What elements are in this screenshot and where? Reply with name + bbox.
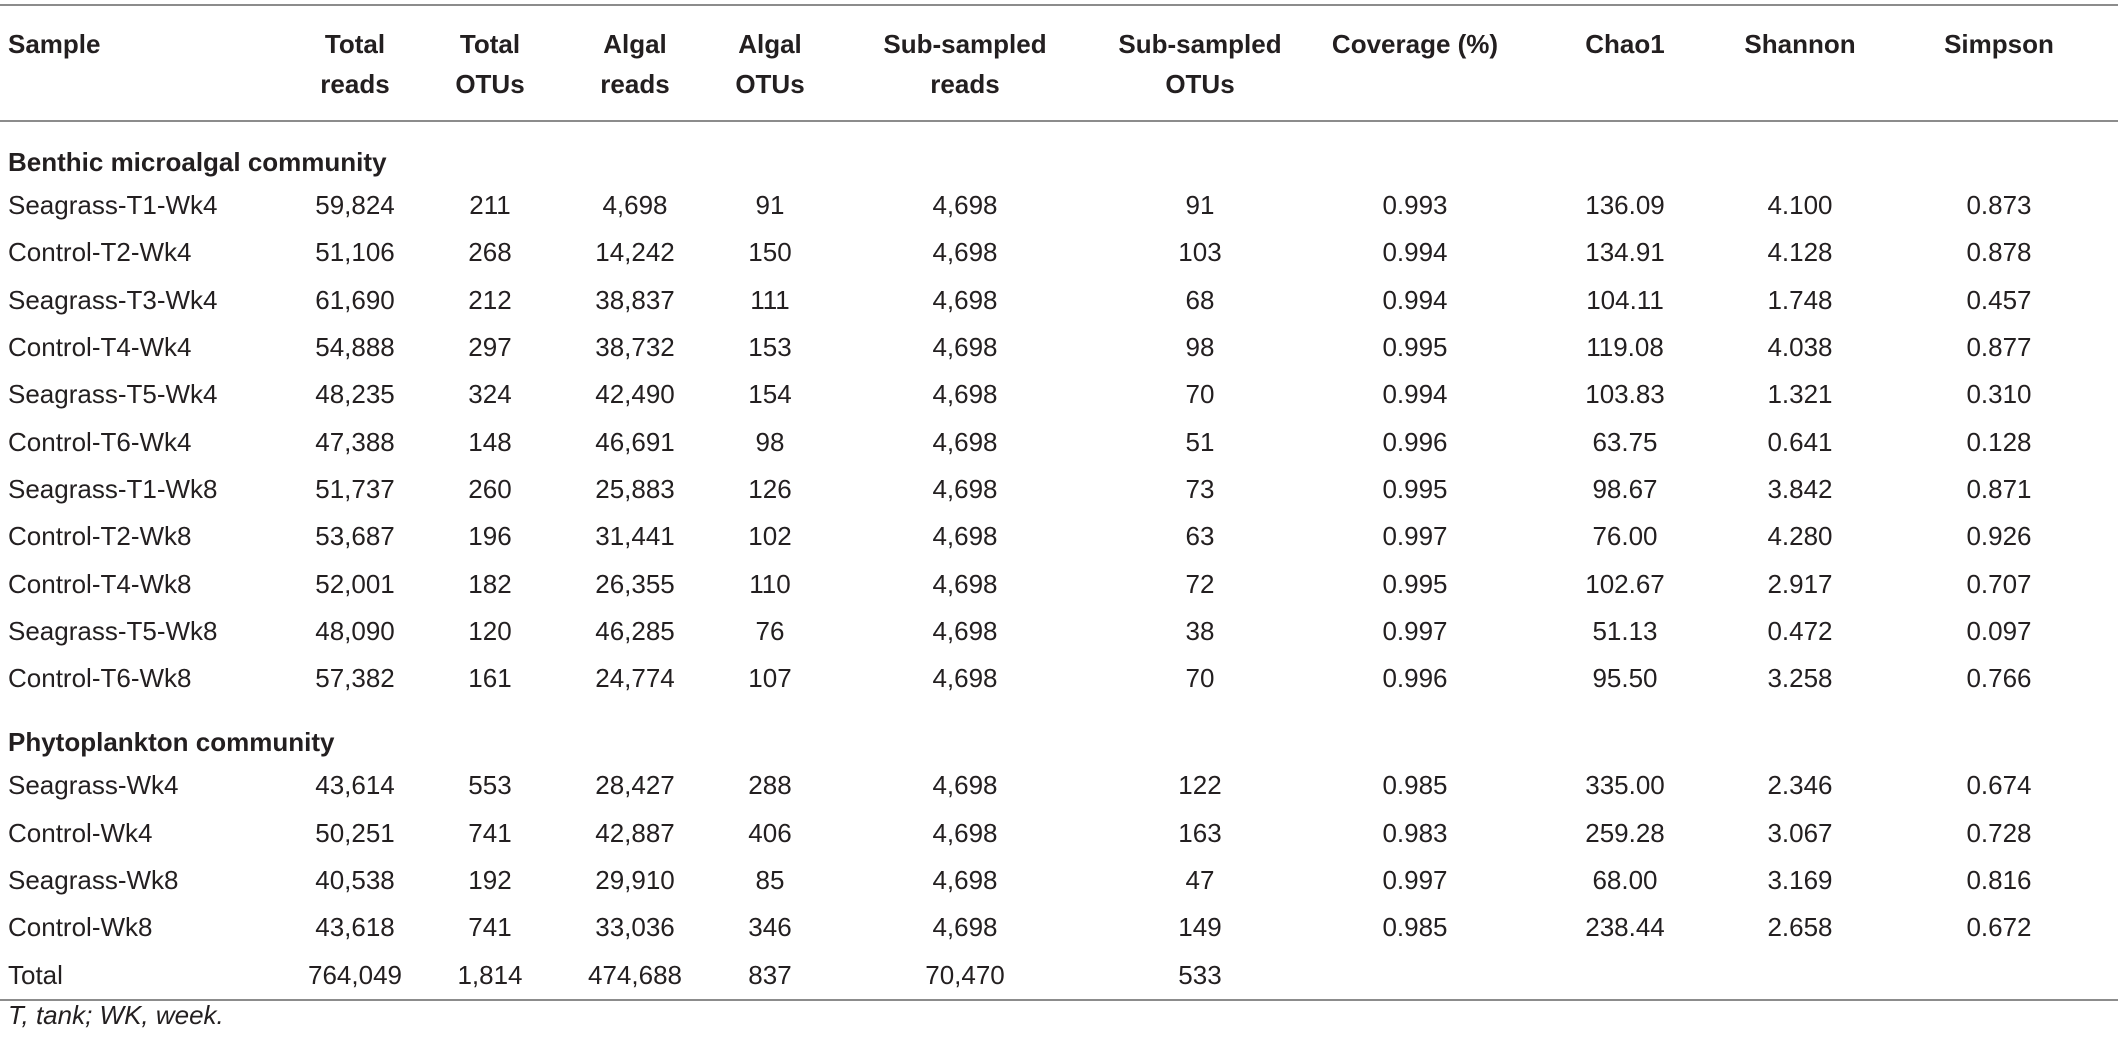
value-cell: 98.67 (1592, 473, 1658, 504)
otu-summary-table-container (0, 4, 2118, 1001)
value-cell: 29,910 (595, 865, 675, 895)
total-value-cell: 70,470 (925, 959, 1005, 990)
value-cell: 136.09 (1585, 190, 1665, 221)
table-row (0, 810, 2118, 857)
value-cell: 0.097 (1966, 615, 2032, 646)
value-cell: 260 (468, 473, 512, 504)
value-cell: 0.985 (1382, 912, 1448, 943)
value-cell: 4.280 (1767, 521, 1833, 552)
value-cell: 51,106 (315, 237, 395, 268)
value-cell: 268 (468, 237, 512, 268)
total-value-cell: 533 (1178, 959, 1222, 990)
value-cell: 0.878 (1966, 237, 2032, 268)
value-cell: 4,698 (932, 663, 998, 694)
value-cell: 4,698 (932, 284, 998, 315)
table-header-row (0, 5, 2118, 121)
value-cell: 63 (1185, 521, 1215, 552)
column-header: Chao1 (1585, 29, 1665, 59)
value-cell: 0.996 (1382, 663, 1448, 694)
value-cell: 33,036 (595, 912, 675, 943)
total-value-cell: 837 (748, 959, 792, 990)
value-cell: 3.842 (1767, 473, 1833, 504)
value-cell: 102 (748, 521, 792, 552)
value-cell: 14,242 (595, 237, 675, 268)
value-cell: 0.766 (1966, 663, 2032, 694)
total-value-cell: 1,814 (457, 959, 523, 990)
sample-name-cell: Control-Wk8 (8, 912, 153, 943)
value-cell: 1.321 (1767, 379, 1833, 410)
value-cell: 0.993 (1382, 190, 1448, 221)
table-row (0, 608, 2118, 655)
value-cell: 4,698 (932, 817, 998, 848)
value-cell: 4,698 (932, 237, 998, 268)
value-cell: 4.128 (1767, 237, 1833, 268)
value-cell: 25,883 (595, 473, 675, 504)
value-cell: 126 (748, 473, 792, 504)
value-cell: 0.472 (1767, 615, 1833, 646)
value-cell: 211 (469, 190, 511, 221)
table-row (0, 904, 2118, 951)
value-cell: 3.169 (1767, 865, 1833, 895)
value-cell: 91 (755, 190, 785, 221)
value-cell: 85 (755, 865, 785, 895)
value-cell: 238.44 (1585, 912, 1665, 943)
value-cell: 57,382 (315, 663, 395, 694)
sample-name-cell: Control-T2-Wk4 (8, 237, 192, 268)
value-cell: 0.983 (1382, 817, 1448, 848)
value-cell: 98 (1185, 332, 1215, 363)
sample-name-cell: Seagrass-T1-Wk8 (8, 473, 218, 504)
column-header: Sample (8, 29, 101, 59)
value-cell: 0.816 (1966, 865, 2032, 895)
value-cell: 0.994 (1382, 379, 1448, 410)
value-cell: 42,490 (595, 379, 675, 410)
value-cell: 47,388 (315, 426, 395, 457)
value-cell: 4,698 (932, 615, 998, 646)
table-row (0, 513, 2118, 560)
value-cell: 0.995 (1382, 568, 1448, 599)
section-header-row (0, 702, 2118, 762)
sample-name-cell: Control-T6-Wk8 (8, 663, 192, 694)
value-cell: 4,698 (932, 379, 998, 410)
value-cell: 192 (468, 865, 512, 895)
value-cell: 0.997 (1382, 521, 1448, 552)
value-cell: 4,698 (932, 190, 998, 221)
value-cell: 4,698 (932, 426, 998, 457)
value-cell: 54,888 (315, 332, 395, 363)
value-cell: 31,441 (595, 521, 675, 552)
value-cell: 122 (1178, 770, 1222, 801)
value-cell: 98 (755, 426, 785, 457)
value-cell: 182 (468, 568, 512, 599)
value-cell: 0.926 (1966, 521, 2032, 552)
value-cell: 59,824 (315, 190, 395, 221)
value-cell: 103 (1178, 237, 1222, 268)
value-cell: 553 (468, 770, 512, 801)
value-cell: 46,285 (595, 615, 675, 646)
table-row (0, 324, 2118, 371)
value-cell: 73 (1185, 473, 1215, 504)
total-label-cell: Total (8, 959, 63, 990)
value-cell: 2.346 (1767, 770, 1833, 801)
table-row (0, 229, 2118, 276)
value-cell: 48,235 (315, 379, 395, 410)
value-cell: 196 (468, 521, 512, 552)
value-cell: 91 (1185, 190, 1215, 221)
value-cell: 346 (748, 912, 792, 943)
value-cell: 38,732 (595, 332, 675, 363)
value-cell: 46,691 (595, 426, 675, 457)
value-cell: 52,001 (315, 568, 395, 599)
value-cell: 72 (1185, 568, 1215, 599)
value-cell: 120 (468, 615, 512, 646)
value-cell: 3.067 (1767, 817, 1833, 848)
section-header-row (0, 121, 2118, 182)
value-cell: 741 (468, 817, 512, 848)
value-cell: 0.996 (1382, 426, 1448, 457)
value-cell: 4,698 (932, 568, 998, 599)
value-cell: 68 (1185, 284, 1215, 315)
value-cell: 103.83 (1585, 379, 1665, 410)
value-cell: 0.707 (1966, 568, 2032, 599)
value-cell: 0.994 (1382, 237, 1448, 268)
value-cell: 163 (1178, 817, 1222, 848)
value-cell: 4,698 (932, 770, 998, 801)
value-cell: 3.258 (1767, 663, 1833, 694)
value-cell: 4,698 (932, 473, 998, 504)
total-value-cell (1720, 951, 1880, 999)
value-cell: 134.91 (1585, 237, 1665, 268)
sample-name-cell: Control-T6-Wk4 (8, 426, 192, 457)
table-row (0, 762, 2118, 809)
sample-name-cell: Control-Wk4 (8, 817, 153, 848)
value-cell: 0.994 (1382, 284, 1448, 315)
value-cell: 154 (748, 379, 792, 410)
value-cell: 111 (750, 284, 790, 315)
value-cell: 61,690 (315, 284, 395, 315)
value-cell: 42,887 (595, 817, 675, 848)
value-cell: 0.128 (1966, 426, 2032, 457)
value-cell: 76.00 (1592, 521, 1658, 552)
value-cell: 0.674 (1966, 770, 2032, 801)
value-cell: 0.985 (1382, 770, 1448, 801)
value-cell: 0.873 (1966, 190, 2032, 221)
sample-name-cell: Control-T4-Wk8 (8, 568, 192, 599)
column-header: Coverage (%) (1331, 29, 1499, 59)
value-cell: 161 (468, 663, 512, 694)
value-cell: 76 (755, 615, 785, 646)
column-header: Algal reads (600, 29, 670, 99)
value-cell: 0.672 (1966, 912, 2032, 943)
column-header: Total reads (320, 29, 390, 99)
value-cell: 47 (1185, 865, 1215, 895)
value-cell: 212 (468, 284, 512, 315)
sample-name-cell: Seagrass-Wk8 (8, 865, 179, 895)
table-row (0, 466, 2118, 513)
sample-name-cell: Seagrass-T3-Wk4 (8, 284, 218, 315)
value-cell: 4,698 (932, 332, 998, 363)
value-cell: 0.995 (1382, 473, 1448, 504)
table-row (0, 560, 2118, 607)
total-row (0, 951, 2118, 999)
value-cell: 104.11 (1586, 284, 1664, 315)
value-cell: 28,427 (595, 770, 675, 801)
sample-name-cell: Seagrass-T5-Wk4 (8, 379, 218, 410)
sample-name-cell: Seagrass-T1-Wk4 (8, 190, 218, 221)
value-cell: 259.28 (1585, 817, 1665, 848)
table-row (0, 277, 2118, 324)
column-header: Sub-sampled OTUs (1118, 29, 1282, 99)
section-title: Benthic microalgal community (8, 147, 387, 177)
value-cell: 0.728 (1966, 817, 2032, 848)
column-header: Total OTUs (455, 29, 525, 99)
value-cell: 1.748 (1767, 284, 1833, 315)
value-cell: 288 (748, 770, 792, 801)
total-value-cell: 474,688 (588, 959, 682, 990)
value-cell: 0.997 (1382, 865, 1448, 895)
column-header: Simpson (1944, 29, 2054, 59)
value-cell: 0.310 (1966, 379, 2032, 410)
total-value-cell: 764,049 (308, 959, 402, 990)
value-cell: 0.641 (1767, 426, 1833, 457)
table-row (0, 182, 2118, 229)
value-cell: 4.100 (1767, 190, 1833, 221)
value-cell: 0.997 (1382, 615, 1448, 646)
value-cell: 63.75 (1592, 426, 1658, 457)
value-cell: 297 (468, 332, 512, 363)
value-cell: 4,698 (932, 865, 998, 895)
value-cell: 102.67 (1585, 568, 1665, 599)
value-cell: 0.871 (1966, 473, 2032, 504)
value-cell: 4.038 (1767, 332, 1833, 363)
value-cell: 95.50 (1592, 663, 1658, 694)
column-header: Shannon (1744, 29, 1856, 59)
value-cell: 40,538 (315, 865, 395, 895)
value-cell: 4,698 (932, 521, 998, 552)
value-cell: 2.917 (1767, 568, 1833, 599)
value-cell: 335.00 (1585, 770, 1665, 801)
value-cell: 0.995 (1382, 332, 1448, 363)
value-cell: 406 (748, 817, 792, 848)
value-cell: 24,774 (595, 663, 675, 694)
value-cell: 107 (748, 663, 792, 694)
value-cell: 68.00 (1592, 865, 1658, 895)
table-row (0, 857, 2118, 904)
value-cell: 26,355 (595, 568, 675, 599)
value-cell: 110 (749, 568, 791, 599)
value-cell: 43,614 (315, 770, 395, 801)
value-cell: 149 (1178, 912, 1222, 943)
total-value-cell (1880, 951, 2118, 999)
value-cell: 51,737 (315, 473, 395, 504)
value-cell: 2.658 (1767, 912, 1833, 943)
value-cell: 119.08 (1586, 332, 1664, 363)
value-cell: 4,698 (602, 190, 668, 221)
value-cell: 38,837 (595, 284, 675, 315)
table-footnote: T, tank; WK, week. (8, 1000, 224, 1030)
column-header: Sub-sampled reads (883, 29, 1047, 99)
value-cell: 50,251 (315, 817, 395, 848)
value-cell: 70 (1185, 379, 1215, 410)
value-cell: 51.13 (1592, 615, 1658, 646)
section-title: Phytoplankton community (8, 727, 335, 758)
table-row (0, 371, 2118, 418)
value-cell: 741 (468, 912, 512, 943)
value-cell: 43,618 (315, 912, 395, 943)
value-cell: 53,687 (315, 521, 395, 552)
value-cell: 153 (748, 332, 792, 363)
value-cell: 70 (1185, 663, 1215, 694)
sample-name-cell: Control-T2-Wk8 (8, 521, 192, 552)
table-body (0, 121, 2118, 1000)
value-cell: 150 (748, 237, 792, 268)
sample-name-cell: Seagrass-T5-Wk8 (8, 615, 218, 646)
value-cell: 51 (1185, 426, 1215, 457)
sample-name-cell: Seagrass-Wk4 (8, 770, 179, 801)
total-value-cell (1530, 951, 1720, 999)
sample-name-cell: Control-T4-Wk4 (8, 332, 192, 363)
otu-summary-table (0, 4, 2118, 1001)
value-cell: 0.877 (1966, 332, 2032, 363)
value-cell: 4,698 (932, 912, 998, 943)
value-cell: 38 (1185, 615, 1215, 646)
column-header: Algal OTUs (735, 29, 805, 99)
table-row (0, 418, 2118, 465)
total-value-cell (1300, 951, 1530, 999)
table-row (0, 655, 2118, 702)
value-cell: 148 (468, 426, 512, 457)
value-cell: 0.457 (1966, 284, 2032, 315)
value-cell: 48,090 (315, 615, 395, 646)
value-cell: 324 (468, 379, 512, 410)
